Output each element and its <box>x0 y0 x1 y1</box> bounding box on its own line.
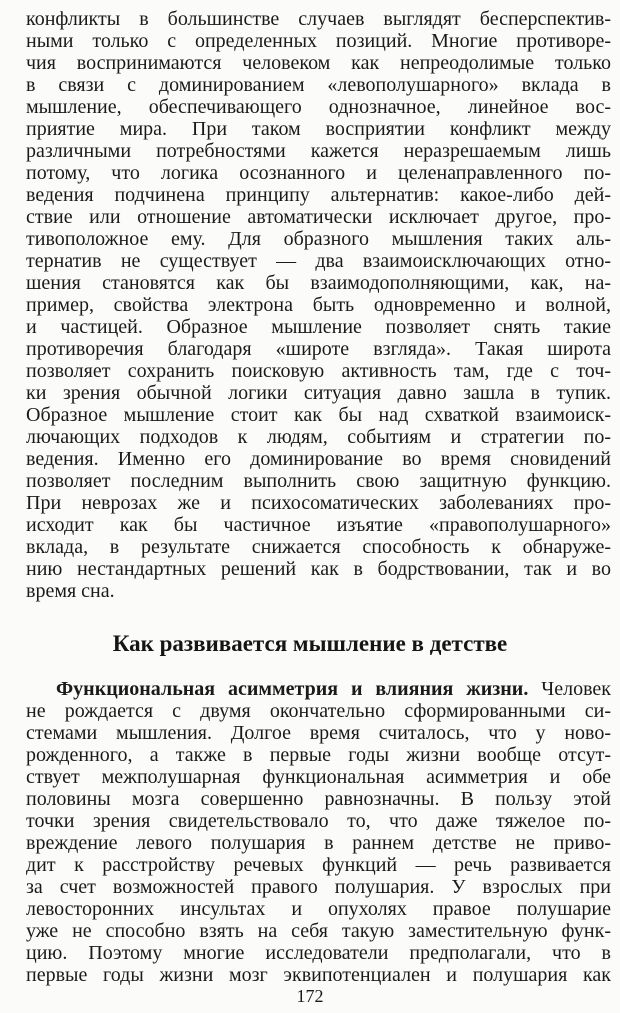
text-line: потому, что логика осознанного и целенаправленного по- <box>26 162 611 184</box>
text-line: позволяет сохранить поисковую активность там, где с точ- <box>26 360 611 382</box>
text-line: рожденного, а также в первые годы жизни вообще отсут- <box>26 744 611 766</box>
text-line: вреждение левого полушария в раннем детстве не приво- <box>26 832 611 854</box>
text-line: конфликты в большинстве случаев выглядят бесперспектив- <box>26 8 611 30</box>
text-line: Образное мышление стоит как бы над схваткой взаимоиск- <box>26 404 611 426</box>
text-line: дит к расстройству речевых функций — речь развивается <box>26 854 611 876</box>
text-line: уже не способно взять на себя такую заместительную функ- <box>26 920 611 942</box>
text-line: лючающих подходов к людям, событиям и стратегии по- <box>26 426 611 448</box>
text-line: ными только с определенных позиций. Многие противоре- <box>26 30 611 52</box>
text-line: шения становятся как бы взаимодополняющими, как, на- <box>26 272 611 294</box>
text-line: левосторонних инсультах и опухолях правое полушарие <box>26 898 611 920</box>
text-line: позволяет последним выполнить свою защитную функцию. <box>26 470 611 492</box>
text-line: пример, свойства электрона быть одновременно и волной, <box>26 294 611 316</box>
text-line: время сна. <box>26 580 115 602</box>
page-number: 172 <box>296 986 324 1006</box>
text-line: ведения. Именно его доминирование во время сновидений <box>26 448 611 470</box>
text-line: ки зрения обычной логики ситуация давно зашла в тупик. <box>26 382 611 404</box>
text-line: тернатив не существует — два взаимоисключающих отно- <box>26 250 611 272</box>
text-line: нию нестандартных решений как в бодрствовании, так и во <box>26 558 611 580</box>
text-line: не рождается с двумя окончательно сформированными си- <box>26 700 611 722</box>
text-line: первые годы жизни мозг эквипотенциален и полушария как <box>26 964 611 986</box>
runin-title: Функциональная асимметрия и влияния жизни. <box>56 678 529 700</box>
text-line: тивоположное ему. Для образного мышления таких аль- <box>26 228 611 250</box>
text-line: в связи с доминированием «левополушарного» вклада в <box>26 74 611 96</box>
text-line: цию. Поэтому многие исследователи предполагали, что в <box>26 942 611 964</box>
text-line: При неврозах же и психосоматических заболеваниях про- <box>26 492 611 514</box>
text-line: противоречия благодаря «широте взгляда». Такая широта <box>26 338 611 360</box>
section-heading: Как развивается мышление в детстве <box>112 631 508 656</box>
paragraph-first-line <box>56 678 611 700</box>
text-line: вклада, в результате снижается способность к обнаруже- <box>26 536 611 558</box>
text-line: ствие или отношение автоматически исключает другое, про- <box>26 206 611 228</box>
text-line: за счет возможностей правого полушария. У взрослых при <box>26 876 611 898</box>
first-line-rest: Человек <box>528 678 611 700</box>
text-line: приятие мира. При таком восприятии конфликт между <box>26 118 611 140</box>
text-line: исходит как бы частичное изъятие «правополушарного» <box>26 514 611 536</box>
text-line: мышление, обеспечивающего однозначное, линейное вос- <box>26 96 611 118</box>
text-line: половины мозга совершенно равнозначны. В пользу этой <box>26 788 611 810</box>
text-line: различными потребностями кажется неразрешаемым лишь <box>26 140 611 162</box>
text-line: ствует межполушарная функциональная асимметрия и обе <box>26 766 611 788</box>
text-line: ведения подчинена принципу альтернатив: какое-либо дей- <box>26 184 611 206</box>
text-line: чия воспринимаются человеком как непреодолимые только <box>26 52 611 74</box>
text-line: и частицей. Образное мышление позволяет снять такие <box>26 316 611 338</box>
text-line: точки зрения свидетельствовало то, что даже тяжелое по- <box>26 810 611 832</box>
text-line: стемами мышления. Долгое время считалось, что у ново- <box>26 722 611 744</box>
